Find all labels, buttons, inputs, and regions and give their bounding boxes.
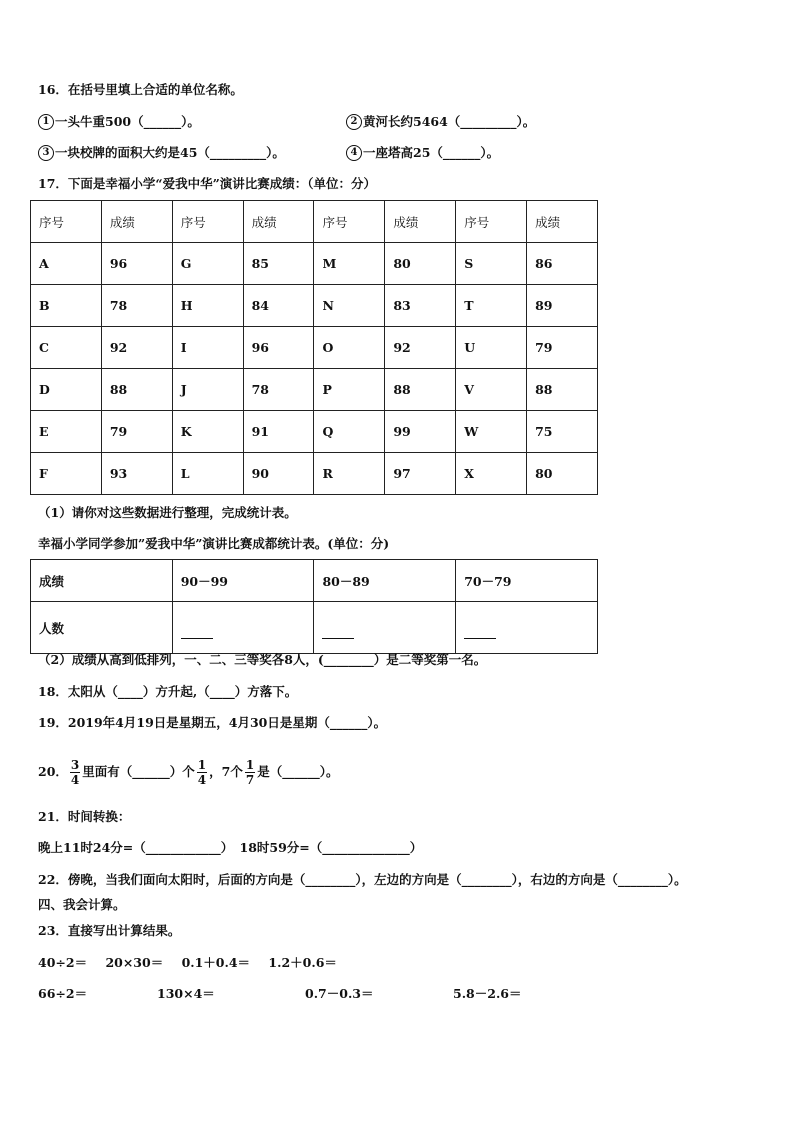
table-cell: G: [172, 243, 243, 285]
q20-text-2: ，7个: [209, 764, 243, 779]
table-cell: E: [31, 411, 102, 453]
table-cell: 83: [385, 285, 456, 327]
header-cell: 成绩: [527, 201, 598, 243]
table-cell: 84: [243, 285, 314, 327]
q16-item-text: 黄河长约5464（_________）。: [363, 114, 536, 129]
numerator: 3: [70, 758, 80, 772]
header-cell: 成绩: [31, 560, 173, 602]
answer-blank-90-99[interactable]: [172, 602, 314, 654]
q20-text-3: 是（______）。: [257, 764, 339, 779]
stats-table-title: 幸福小学同学参加”爱我中华”演讲比赛成都统计表。(单位：分): [38, 536, 390, 551]
table-cell: X: [456, 453, 527, 495]
header-cell: 序号: [314, 201, 385, 243]
q21-line: 晚上11时24分=（____________） 18时59分=（______________）: [38, 840, 423, 855]
q17-sub2: （2）成绩从高到低排列，一、二、三等奖各8人，(________）是二等奖第一名。: [38, 652, 487, 667]
q16-title: 16．在括号里填上合适的单位名称。: [38, 82, 243, 97]
q20: [38, 752, 338, 792]
table-cell: U: [456, 327, 527, 369]
table-cell: 78: [101, 285, 172, 327]
q23-row-1: [38, 953, 337, 973]
fraction-1-7: [245, 758, 255, 787]
denominator: 4: [70, 773, 80, 787]
table-cell: B: [31, 285, 102, 327]
table-cell: 85: [243, 243, 314, 285]
q20-text-1: 里面有（______）个: [82, 764, 195, 779]
section-title: 四、我会计算。: [38, 897, 126, 912]
table-cell: 79: [527, 327, 598, 369]
table-row: [31, 327, 598, 369]
q22: 22．傍晚，当我们面向太阳时，后面的方向是（________），左边的方向是（________），右边的方向是（________）。: [38, 872, 687, 887]
numerator: 1: [197, 758, 207, 772]
circled-number: 1: [38, 114, 54, 130]
table-cell: 88: [101, 369, 172, 411]
q16-item-2: [346, 112, 535, 132]
q16-item-4: [346, 143, 499, 163]
table-row: [31, 453, 598, 495]
denominator: 7: [245, 773, 255, 787]
table-cell: 92: [385, 327, 456, 369]
table-cell: 92: [101, 327, 172, 369]
table-cell: 93: [101, 453, 172, 495]
table-cell: R: [314, 453, 385, 495]
table-cell: 96: [101, 243, 172, 285]
table-header-row: [31, 201, 598, 243]
calc-item: 5.8－2.6＝: [453, 986, 522, 1001]
circled-number: 4: [346, 145, 362, 161]
table-cell: 86: [527, 243, 598, 285]
table-cell: 88: [385, 369, 456, 411]
table-cell: Q: [314, 411, 385, 453]
calc-item: 0.7－0.3＝: [305, 986, 374, 1001]
circled-number: 3: [38, 145, 54, 161]
calc-item: 130×4＝: [157, 986, 215, 1001]
table-header-row: [31, 560, 598, 602]
table-cell: J: [172, 369, 243, 411]
fraction-1-4: [197, 758, 207, 787]
q16-item-text: 一块校牌的面积大约是45（_________）。: [55, 145, 285, 160]
calc-item: 0.1＋0.4＝: [181, 955, 251, 970]
table-cell: V: [456, 369, 527, 411]
table-row: [31, 285, 598, 327]
table-cell: T: [456, 285, 527, 327]
calc-item: 40÷2＝: [38, 955, 88, 970]
answer-blank-70-79[interactable]: [456, 602, 598, 654]
table-cell: A: [31, 243, 102, 285]
table-cell: P: [314, 369, 385, 411]
header-cell: 80－89: [314, 560, 456, 602]
row-label: 人数: [31, 602, 173, 654]
stats-table: [30, 559, 598, 654]
table-cell: 97: [385, 453, 456, 495]
calc-item: 1.2＋0.6＝: [268, 955, 337, 970]
table-row: [31, 369, 598, 411]
q17-sub1: （1）请你对这些数据进行整理，完成统计表。: [38, 505, 297, 520]
q16-item-3: [38, 143, 285, 163]
table-cell: 90: [243, 453, 314, 495]
table-cell: C: [31, 327, 102, 369]
header-cell: 成绩: [243, 201, 314, 243]
table-cell: F: [31, 453, 102, 495]
table-row: [31, 602, 598, 654]
q18: 18．太阳从（____）方升起,（____）方落下。: [38, 684, 298, 699]
calc-item: 20×30＝: [105, 955, 164, 970]
table-cell: 88: [527, 369, 598, 411]
q20-prefix: 20．: [38, 764, 68, 779]
q23-title: 23．直接写出计算结果。: [38, 923, 181, 938]
table-cell: I: [172, 327, 243, 369]
table-cell: 80: [385, 243, 456, 285]
table-row: [31, 243, 598, 285]
numerator: 1: [245, 758, 255, 772]
q16-item-1: [38, 112, 200, 132]
table-cell: 91: [243, 411, 314, 453]
table-cell: M: [314, 243, 385, 285]
header-cell: 70－79: [456, 560, 598, 602]
table-row: [31, 411, 598, 453]
table-cell: 96: [243, 327, 314, 369]
table-cell: 79: [101, 411, 172, 453]
table-cell: H: [172, 285, 243, 327]
header-cell: 序号: [456, 201, 527, 243]
header-cell: 90－99: [172, 560, 314, 602]
table-cell: N: [314, 285, 385, 327]
circled-number: 2: [346, 114, 362, 130]
table-cell: S: [456, 243, 527, 285]
table-cell: L: [172, 453, 243, 495]
q19: 19．2019年4月19日是星期五，4月30日是星期（______）。: [38, 715, 387, 730]
header-cell: 序号: [31, 201, 102, 243]
table-cell: K: [172, 411, 243, 453]
table-cell: 80: [527, 453, 598, 495]
header-cell: 成绩: [385, 201, 456, 243]
table-cell: O: [314, 327, 385, 369]
fraction-3-4: [70, 758, 80, 787]
answer-blank-80-89[interactable]: [314, 602, 456, 654]
table-cell: D: [31, 369, 102, 411]
denominator: 4: [197, 773, 207, 787]
table-cell: 99: [385, 411, 456, 453]
table-cell: 75: [527, 411, 598, 453]
q21-title: 21．时间转换：: [38, 809, 131, 824]
header-cell: 序号: [172, 201, 243, 243]
table-cell: 78: [243, 369, 314, 411]
table-cell: 89: [527, 285, 598, 327]
q17-title: 17．下面是幸福小学“爱我中华”演讲比赛成绩：（单位：分）: [38, 176, 377, 191]
q16-item-text: 一头牛重500（______）。: [55, 114, 200, 129]
calc-item: 66÷2＝: [38, 986, 88, 1001]
header-cell: 成绩: [101, 201, 172, 243]
score-table: [30, 200, 598, 495]
q16-item-text: 一座塔高25（______）。: [363, 145, 500, 160]
table-cell: W: [456, 411, 527, 453]
